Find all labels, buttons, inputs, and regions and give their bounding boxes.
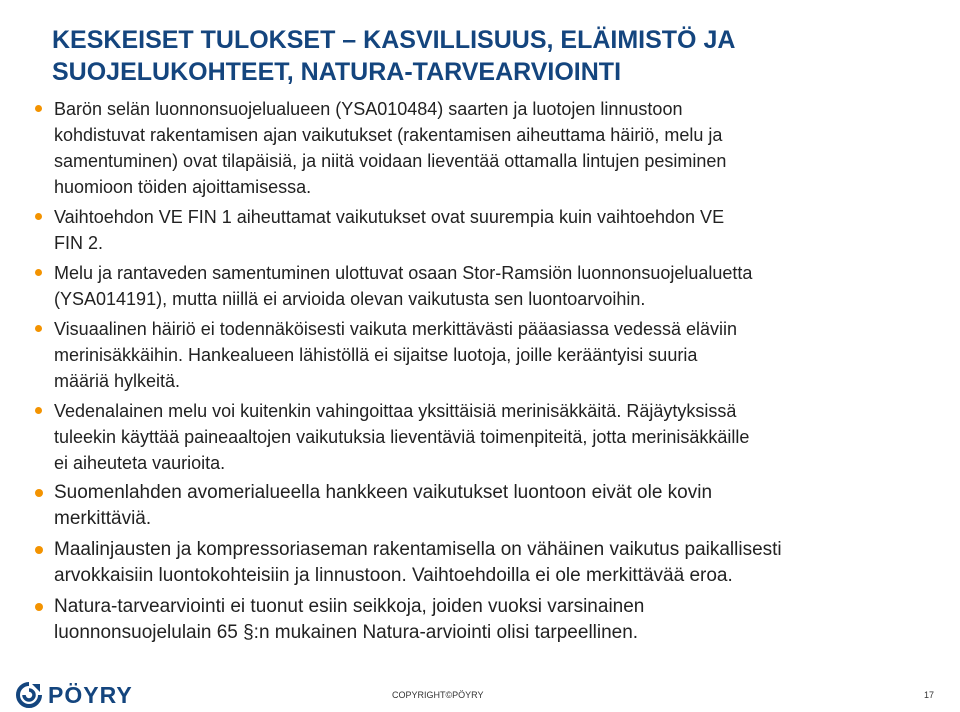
bullet-item: [30, 204, 930, 256]
bullet-text-line: Barön selän luonnonsuojelualueen (YSA010484) saarten ja luotojen linnustoon: [54, 99, 683, 119]
slide-footer: [0, 672, 960, 712]
poyry-logo-icon: [16, 682, 42, 708]
bullet-text-line: ei aiheuteta vaurioita.: [54, 453, 226, 473]
bullet-item: [30, 537, 930, 589]
copyright-notice: COPYRIGHT©PÖYRY: [392, 690, 484, 700]
bullet-text-line: merinisäkkäihin. Hankealueen lähistöllä ei sijaitse luotoja, joille kerääntyisi suuria: [54, 345, 698, 365]
bullet-item: [30, 480, 930, 532]
bullet-text-line: FIN 2.: [54, 233, 104, 253]
slide-title-line-2: SUOJELUKOHTEET, NATURA-TARVEARVIOINTI: [52, 58, 622, 86]
bullet-item: [30, 398, 930, 476]
bullet-text-line: Visuaalinen häiriö ei todennäköisesti vaikuta merkittävästi pääasiassa vedessä eläviin: [54, 319, 738, 339]
bullet-item: [30, 260, 930, 312]
bullet-item: [30, 316, 930, 394]
page-number: 17: [924, 690, 935, 700]
bullet-text-line: (YSA014191), mutta niillä ei arvioida olevan vaikutusta sen luontoarvoihin.: [54, 289, 646, 309]
bullet-text-line: Vaihtoehdon VE FIN 1 aiheuttamat vaikutukset ovat suurempia kuin vaihtoehdon VE: [54, 207, 725, 227]
bullet-text-line: arvokkaisiin luontokohteisiin ja linnustoon. Vaihtoehdoilla ei ole merkittävää eroa.: [54, 565, 733, 586]
bullet-text-line: Melu ja rantaveden samentuminen ulottuvat osaan Stor-Ramsiön luonnonsuojelualuetta: [54, 263, 753, 283]
bullet-text-line: merkittäviä.: [54, 508, 152, 529]
bullet-text-line: Maalinjausten ja kompressoriaseman rakentamisella on vähäinen vaikutus paikallisesti: [54, 539, 782, 560]
bullet-list: [30, 96, 930, 651]
bullet-text-line: samentuminen) ovat tilapäisiä, ja niitä voidaan lieventää ottamalla lintujen pesiminen: [54, 151, 727, 171]
bullet-item: [30, 594, 930, 646]
bullet-text-line: Natura-tarvearviointi ei tuonut esiin seikkoja, joiden vuoksi varsinainen: [54, 596, 645, 617]
company-logo: [16, 682, 133, 708]
bullet-item: [30, 96, 930, 200]
bullet-text-line: kohdistuvat rakentamisen ajan vaikutukset (rakentamisen aiheuttama häiriö, melu ja: [54, 125, 723, 145]
bullet-text-line: määriä hylkeitä.: [54, 371, 181, 391]
slide-title-line-1: KESKEISET TULOKSET – KASVILLISUUS, ELÄIMISTÖ JA: [52, 26, 736, 54]
bullet-text-line: tuleekin käyttää paineaaltojen vaikutuksia lieventäviä toimenpiteitä, jotta merinisäkkäille: [54, 427, 750, 447]
slide-title: [52, 24, 932, 88]
bullet-text-line: Vedenalainen melu voi kuitenkin vahingoittaa yksittäisiä merinisäkkäitä. Räjäytyksissä: [54, 401, 737, 421]
logo-wordmark: PÖYRY: [48, 682, 133, 708]
bullet-text-line: Suomenlahden avomerialueella hankkeen vaikutukset luontoon eivät ole kovin: [54, 482, 713, 503]
bullet-text-line: luonnonsuojelulain 65 §:n mukainen Natura-arviointi olisi tarpeellinen.: [54, 622, 639, 643]
bullet-text-line: huomioon töiden ajoittamisessa.: [54, 177, 312, 197]
